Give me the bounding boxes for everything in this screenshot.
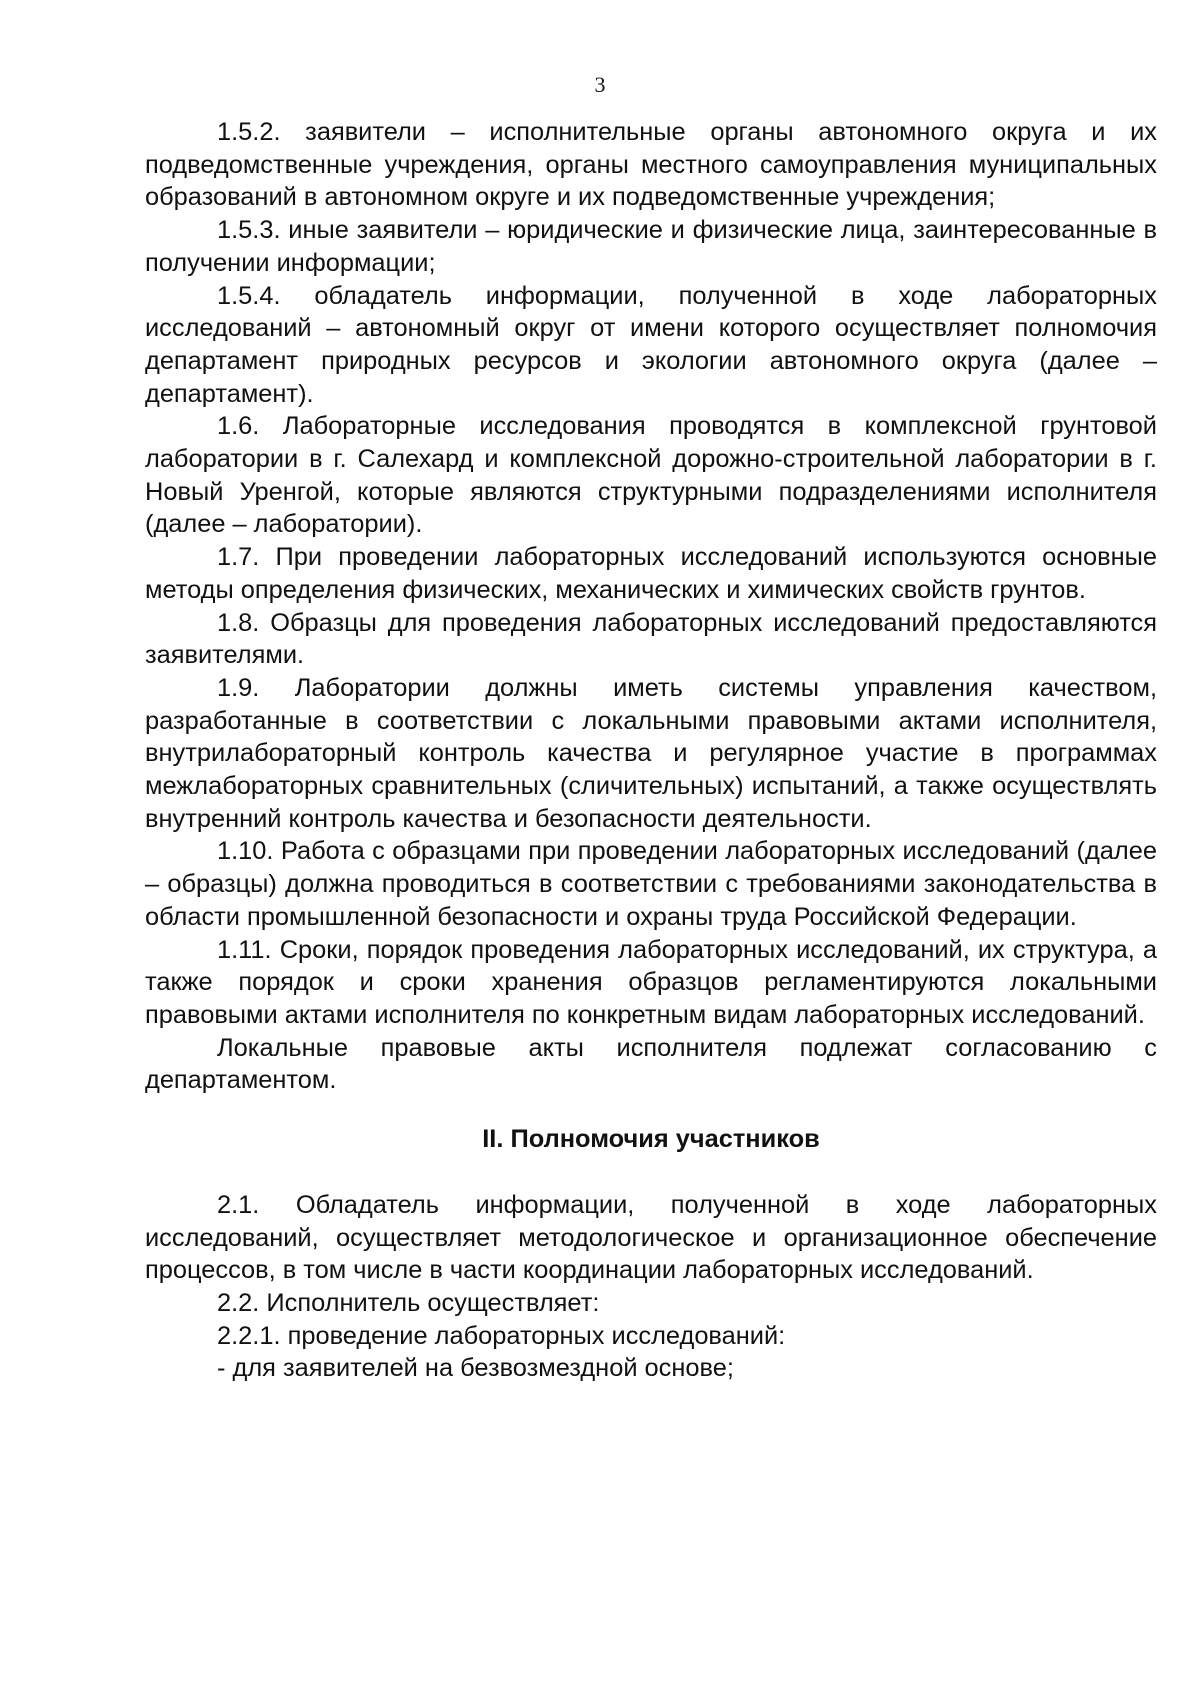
paragraph-1-6: 1.6. Лабораторные исследования проводятся в комплексной грунтовой лаборатории в г. Салехард и комплексной дорожно-строительной лаборатории в г. Новый Уренгой, которые являются структурными подразделениями исполнителя (далее – лаборатории). <box>145 412 1157 539</box>
document-body <box>145 116 1157 1385</box>
section-heading: II. Полномочия участников <box>482 1125 820 1154</box>
paragraph-1-11: 1.11. Сроки, порядок проведения лабораторных исследований, их структура, а также порядок и сроки хранения образцов регламентируются локальными правовыми актами исполнителя по конкретным видам лабораторных исследований. <box>145 935 1157 1029</box>
paragraph-1-5-2: 1.5.2. заявители – исполнительные органы автономного округа и их подведомственные учреждения, органы местного самоуправления муниципальных образований в автономном округе и их подведомственные учреждения; <box>145 118 1157 212</box>
paragraph-1-7: 1.7. При проведении лабораторных исследований используются основные методы определения физических, механических и химических свойств грунтов. <box>145 543 1157 604</box>
paragraph-list-item: - для заявителей на безвозмездной основе; <box>217 1354 734 1383</box>
paragraph-1-5-4: 1.5.4. обладатель информации, полученной в ходе лабораторных исследований – автономный округ от имени которого осуществляет полномочия департамент природных ресурсов и экологии автономного округа (далее – департамент). <box>145 281 1157 408</box>
paragraph-2-1: 2.1. Обладатель информации, полученной в ходе лабораторных исследований, осуществляет методологическое и организационное обеспечение процессов, в том числе в части координации лабораторных исследований. <box>145 1190 1157 1285</box>
paragraph-2-2: 2.2. Исполнитель осуществляет: <box>217 1288 600 1317</box>
page-number: 3 <box>594 72 606 97</box>
paragraph-2-2-1: 2.2.1. проведение лабораторных исследований: <box>217 1321 786 1350</box>
paragraph-1-10: 1.10. Работа с образцами при проведении лабораторных исследований (далее – образцы) должна проводиться в соответствии с требованиями законодательства в области промышленной безопасности и охраны труда Российской Федерации. <box>145 837 1157 931</box>
paragraph-1-8: 1.8. Образцы для проведения лабораторных исследований предоставляются заявителями. <box>145 608 1157 670</box>
paragraph-1-5-3: 1.5.3. иные заявители – юридические и физические лица, заинтересованные в получении информации; <box>145 216 1157 277</box>
paragraph-1-9: 1.9. Лаборатории должны иметь системы управления качеством, разработанные в соответствии с локальными правовыми актами исполнителя, внутрилабораторный контроль качества и регулярное участие в программах межлабораторных сравнительных (сличительных) испытаний, а также осуществлять внутренний контроль качества и безопасности деятельности. <box>145 673 1157 833</box>
paragraph-local-acts: Локальные правовые акты исполнителя подлежат согласованию с департаментом. <box>145 1033 1157 1095</box>
